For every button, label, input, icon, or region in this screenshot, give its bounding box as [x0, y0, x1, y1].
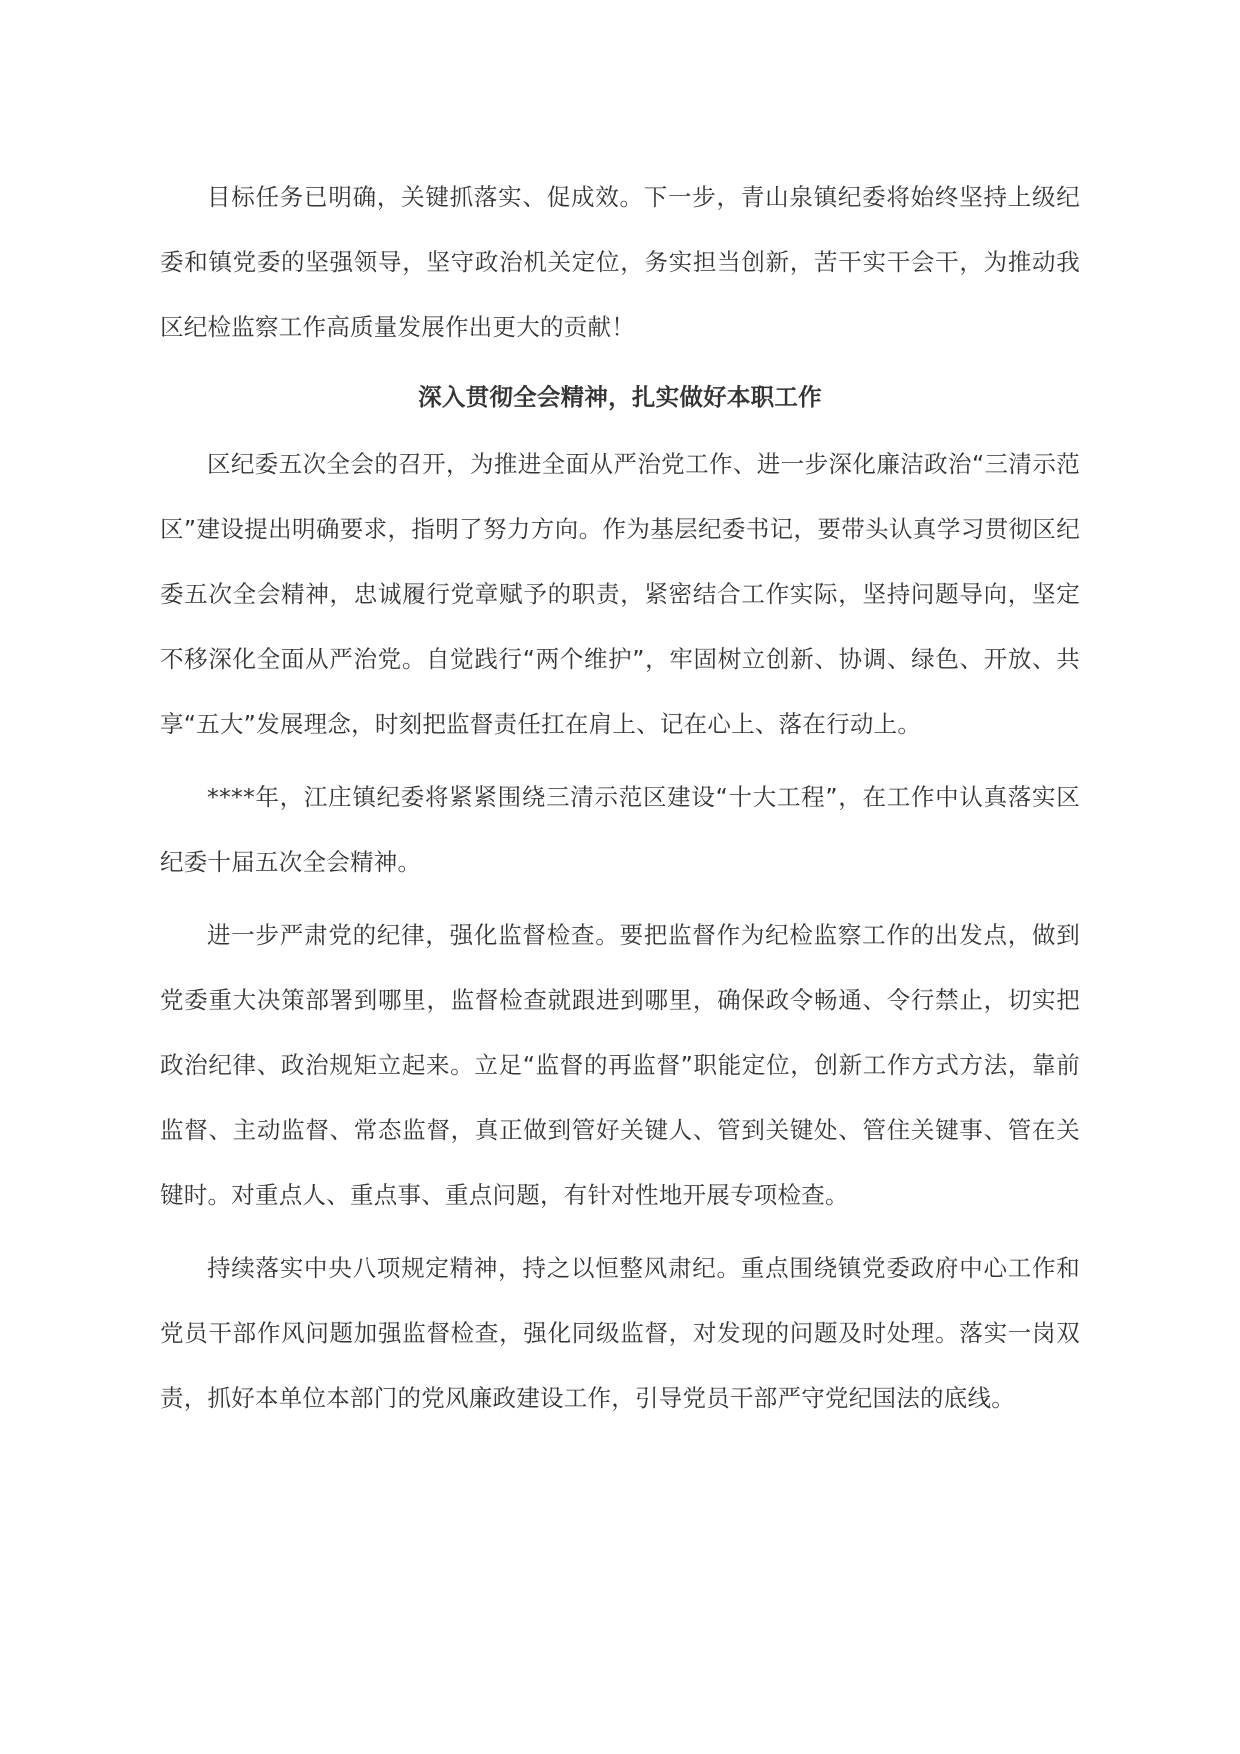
- paragraph-5: 持续落实中央八项规定精神，持之以恒整风肃纪。重点围绕镇党委政府中心工作和党员干部作风问题加强监督检查，强化同级监督，对发现的问题及时处理。落实一岗双责，抓好本单位本部门的党风廉政建设工作，引导党员干部严守党纪国法的底线。: [160, 1254, 1080, 1412]
- paragraph-2: 区纪委五次全会的召开，为推进全面从严治党工作、进一步深化廉洁政治“三清示范区”建设提出明确要求，指明了努力方向。作为基层纪委书记，要带头认真学习贯彻区纪委五次全会精神，忠诚履行党章赋予的职责，紧密结合工作实际，坚持问题导向，坚定不移深化全面从严治党。自觉践行“两个维护”，牢固树立创新、协调、绿色、开放、共享“五大”发展理念，时刻把监督责任扛在肩上、记在心上、落在行动上。: [160, 450, 1080, 738]
- paragraph-1: 目标任务已明确，关键抓落实、促成效。下一步，青山泉镇纪委将始终坚持上级纪委和镇党委的坚强领导，坚守政治机关定位，务实担当创新，苦干实干会干，为推动我区纪检监察工作高质量发展作出更大的贡献！: [160, 183, 1080, 341]
- paragraph-4: 进一步严肃党的纪律，强化监督检查。要把监督作为纪检监察工作的出发点，做到党委重大决策部署到哪里，监督检查就跟进到哪里，确保政令畅通、令行禁止，切实把政治纪律、政治规矩立起来。立足“监督的再监督”职能定位，创新工作方式方法，靠前监督、主动监督、常态监督，真正做到管好关键人、管到关键处、管住关键事、管在关键时。对重点人、重点事、重点问题，有针对性地开展专项检查。: [160, 921, 1080, 1209]
- paragraph-3: ****年，江庄镇纪委将紧紧围绕三清示范区建设“十大工程”，在工作中认真落实区纪委十届五次全会精神。: [160, 783, 1080, 876]
- document-body: [160, 165, 1080, 1439]
- section-heading: 深入贯彻全会精神，扎实做好本职工作: [418, 383, 822, 411]
